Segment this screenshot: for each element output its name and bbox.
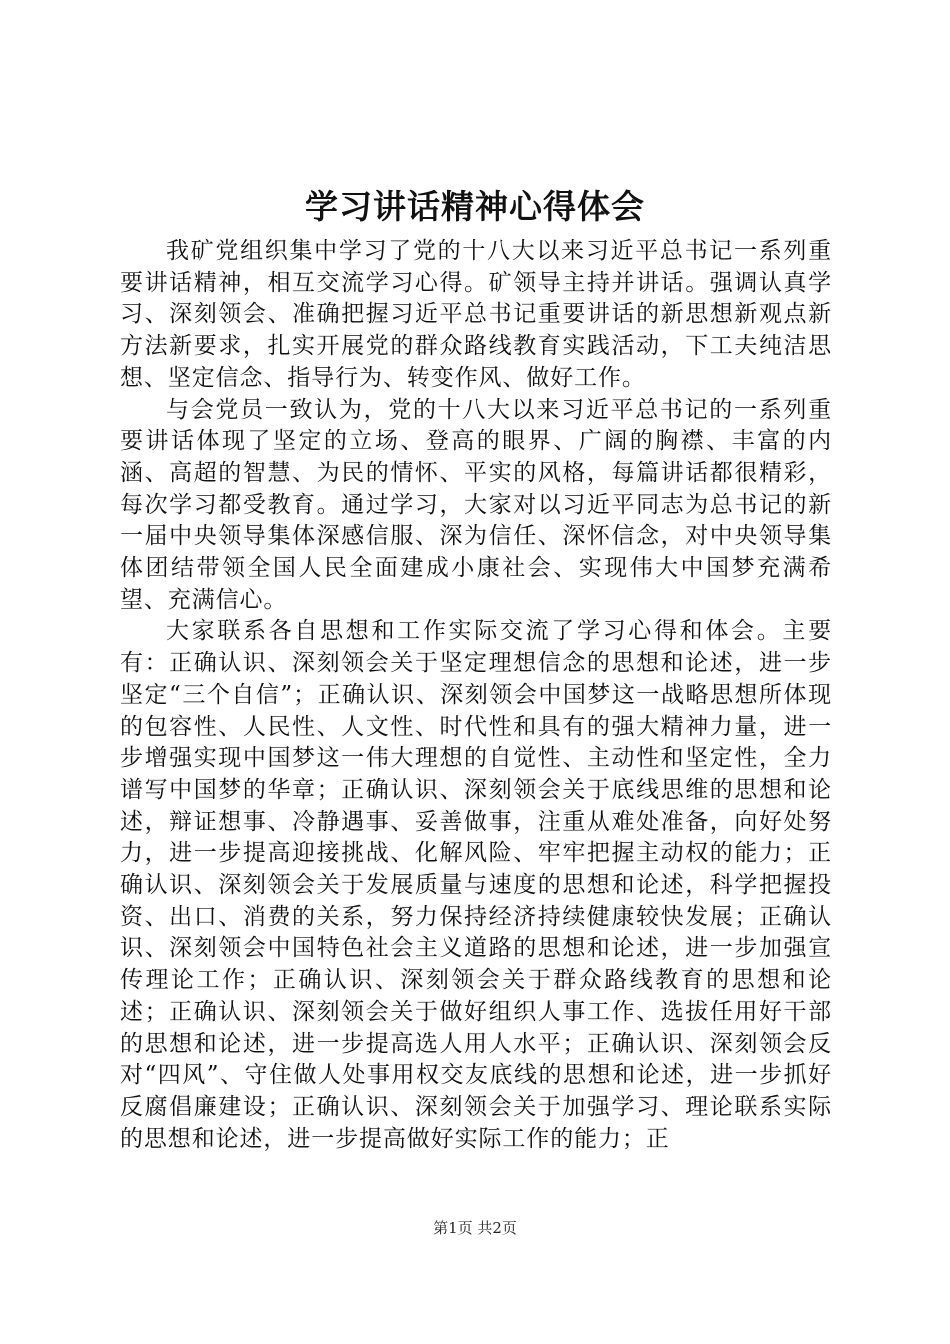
page-title: 学习讲话精神心得体会 — [305, 187, 645, 226]
paragraph-3: 大家联系各自思想和工作实际交流了学习心得和体会。主要有：正确认识、深刻领会关于坚定理想信念的思想和论述，进一步坚定“三个自信”；正确认识、深刻领会中国梦这一战略思想所体现的包容性、人民性、人文性、时代性和具有的强大精神力量，进一步增强实现中国梦这一伟大理想的自觉性、主动性和坚定性，全力谱写中国梦的华章；正确认识、深刻领会关于底线思维的思想和论述，辩证想事、冷静遇事、妥善做事，注重从难处准备，向好处努力，进一步提高迎接挑战、化解风险、牢牢把握主动权的能力；正确认识、深刻领会关于发展质量与速度的思想和论述，科学把握投资、出口、消费的关系，努力保持经济持续健康较快发展；正确认识、深刻领会中国特色社会主义道路的思想和论述，进一步加强宣传理论工作；正确认识、深刻领会关于群众路线教育的思想和论述；正确认识、深刻领会关于做好组织人事工作、选拔任用好干部的思想和论述，进一步提高选人用人水平；正确认识、深刻领会反对“四风”、守住做人处事用权交友底线的思想和论述，进一步抓好反腐倡廉建设；正确认识、深刻领会关于加强学习、理论联系实际的思想和论述，进一步提高做好实际工作的能力；正 — [120, 618, 832, 1152]
document-body — [120, 236, 832, 1155]
paragraph-2: 与会党员一致认为，党的十八大以来习近平总书记的一系列重要讲话体现了坚定的立场、登高的眼界、广阔的胸襟、丰富的内涵、高超的智慧、为民的情怀、平实的风格，每篇讲话都很精彩，每次学习都受教育。通过学习，大家对以习近平同志为总书记的新一届中央领导集体深感信服、深为信任、深怀信念，对中央领导集体团结带领全国人民全面建成小康社会、实现伟大中国梦充满希望、充满信心。 — [120, 396, 832, 613]
paragraph-1: 我矿党组织集中学习了党的十八大以来习近平总书记一系列重要讲话精神，相互交流学习心得。矿领导主持并讲话。强调认真学习、深刻领会、准确把握习近平总书记重要讲话的新思想新观点新方法新要求，扎实开展党的群众路线教育实践活动，下工夫纯洁思想、坚定信念、指导行为、转变作风、做好工作。 — [120, 238, 832, 391]
page-number-footer: 第1页 共2页 — [433, 1219, 517, 1237]
